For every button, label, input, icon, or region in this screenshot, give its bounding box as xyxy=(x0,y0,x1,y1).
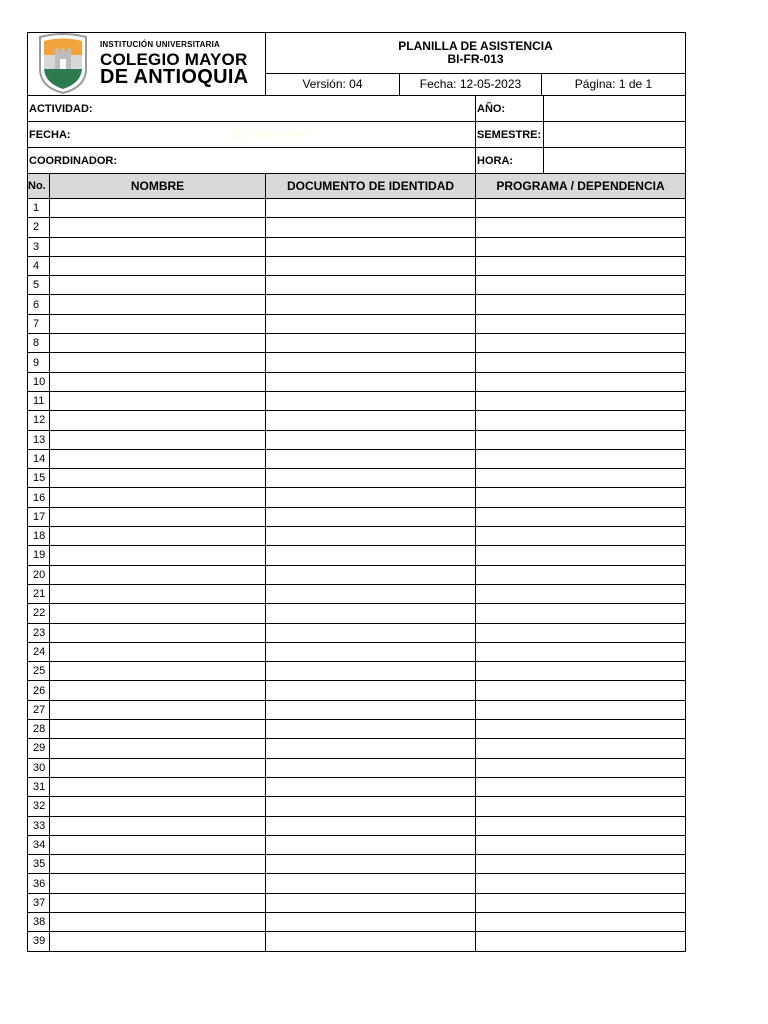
fecha-field[interactable] xyxy=(28,122,476,148)
programa-cell[interactable] xyxy=(476,449,686,468)
institution-logo xyxy=(28,33,265,95)
programa-cell[interactable] xyxy=(476,546,686,565)
row-number: 28 xyxy=(28,720,50,739)
nombre-cell[interactable] xyxy=(50,739,266,758)
programa-cell[interactable] xyxy=(476,334,686,353)
table-row xyxy=(28,218,686,237)
programa-cell[interactable] xyxy=(476,758,686,777)
nombre-cell[interactable] xyxy=(50,353,266,372)
documento-cell[interactable] xyxy=(266,411,476,430)
programa-cell[interactable] xyxy=(476,314,686,333)
programa-cell[interactable] xyxy=(476,488,686,507)
nombre-cell[interactable] xyxy=(50,449,266,468)
documento-cell[interactable] xyxy=(266,527,476,546)
row-number: 16 xyxy=(28,488,50,507)
documento-cell[interactable] xyxy=(266,681,476,700)
table-row xyxy=(28,797,686,816)
form-header xyxy=(27,32,686,96)
col-header-documento: DOCUMENTO DE IDENTIDAD xyxy=(266,174,476,199)
table-row xyxy=(28,893,686,912)
anio-field[interactable] xyxy=(544,96,686,122)
fecha-label: FECHA: xyxy=(29,128,71,141)
table-row xyxy=(28,256,686,275)
nombre-cell[interactable] xyxy=(50,912,266,931)
row-number: 1 xyxy=(28,199,50,218)
hora-field[interactable] xyxy=(544,148,686,174)
nombre-cell[interactable] xyxy=(50,932,266,951)
programa-cell[interactable] xyxy=(476,411,686,430)
row-number: 31 xyxy=(28,777,50,796)
row-number: 11 xyxy=(28,391,50,410)
programa-cell[interactable] xyxy=(476,604,686,623)
row-number: 36 xyxy=(28,874,50,893)
programa-cell[interactable] xyxy=(476,739,686,758)
row-number: 17 xyxy=(28,507,50,526)
programa-cell[interactable] xyxy=(476,295,686,314)
row-number: 8 xyxy=(28,334,50,353)
row-number: 18 xyxy=(28,527,50,546)
table-row xyxy=(28,874,686,893)
documento-cell[interactable] xyxy=(266,256,476,275)
coordinador-label[interactable]: COORDINADOR: xyxy=(28,148,476,174)
nombre-cell[interactable] xyxy=(50,237,266,256)
table-row xyxy=(28,295,686,314)
attendance-sheet xyxy=(27,32,685,952)
activity-info xyxy=(27,95,686,174)
table-row xyxy=(28,527,686,546)
row-number: 35 xyxy=(28,855,50,874)
programa-cell[interactable] xyxy=(476,391,686,410)
nombre-cell[interactable] xyxy=(50,488,266,507)
table-row xyxy=(28,912,686,931)
table-row xyxy=(28,681,686,700)
programa-cell[interactable] xyxy=(476,855,686,874)
programa-cell[interactable] xyxy=(476,584,686,603)
institution-line3: DE ANTIOQUIA xyxy=(100,66,249,88)
nombre-cell[interactable] xyxy=(50,777,266,796)
row-number: 3 xyxy=(28,237,50,256)
table-row xyxy=(28,739,686,758)
row-number: 6 xyxy=(28,295,50,314)
documento-cell[interactable] xyxy=(266,314,476,333)
programa-cell[interactable] xyxy=(476,199,686,218)
documento-cell[interactable] xyxy=(266,334,476,353)
form-title: PLANILLA DE ASISTENCIA xyxy=(398,38,553,53)
documento-cell[interactable] xyxy=(266,662,476,681)
table-row xyxy=(28,546,686,565)
nombre-cell[interactable] xyxy=(50,546,266,565)
documento-cell[interactable] xyxy=(266,584,476,603)
documento-cell[interactable] xyxy=(266,912,476,931)
col-header-nombre: NOMBRE xyxy=(50,174,266,199)
nombre-cell[interactable] xyxy=(50,855,266,874)
row-number: 7 xyxy=(28,314,50,333)
table-row xyxy=(28,662,686,681)
nombre-cell[interactable] xyxy=(50,816,266,835)
programa-cell[interactable] xyxy=(476,237,686,256)
documento-cell[interactable] xyxy=(266,449,476,468)
row-number: 15 xyxy=(28,469,50,488)
table-row xyxy=(28,276,686,295)
row-number: 5 xyxy=(28,276,50,295)
documento-cell[interactable] xyxy=(266,469,476,488)
col-header-no: No. xyxy=(28,174,50,199)
table-row xyxy=(28,507,686,526)
table-row xyxy=(28,237,686,256)
row-number: 26 xyxy=(28,681,50,700)
nombre-cell[interactable] xyxy=(50,758,266,777)
programa-cell[interactable] xyxy=(476,430,686,449)
nombre-cell[interactable] xyxy=(50,835,266,854)
row-number: 13 xyxy=(28,430,50,449)
documento-cell[interactable] xyxy=(266,893,476,912)
documento-cell[interactable] xyxy=(266,237,476,256)
col-header-programa: PROGRAMA / DEPENDENCIA xyxy=(476,174,686,199)
nombre-cell[interactable] xyxy=(50,507,266,526)
documento-cell[interactable] xyxy=(266,758,476,777)
nombre-cell[interactable] xyxy=(50,372,266,391)
documento-cell[interactable] xyxy=(266,855,476,874)
documento-cell[interactable] xyxy=(266,739,476,758)
nombre-cell[interactable] xyxy=(50,642,266,661)
row-number: 9 xyxy=(28,353,50,372)
actividad-label[interactable]: ACTIVIDAD: xyxy=(28,96,476,122)
nombre-cell[interactable] xyxy=(50,276,266,295)
nombre-cell[interactable] xyxy=(50,797,266,816)
row-number: 19 xyxy=(28,546,50,565)
documento-cell[interactable] xyxy=(266,218,476,237)
table-row xyxy=(28,199,686,218)
programa-cell[interactable] xyxy=(476,527,686,546)
nombre-cell[interactable] xyxy=(50,469,266,488)
nombre-cell[interactable] xyxy=(50,334,266,353)
programa-cell[interactable] xyxy=(476,469,686,488)
institution-line1: INSTITUCIÓN UNIVERSITARIA xyxy=(100,40,220,49)
table-row xyxy=(28,469,686,488)
table-row xyxy=(28,372,686,391)
table-row xyxy=(28,353,686,372)
nombre-cell[interactable] xyxy=(50,700,266,719)
programa-cell[interactable] xyxy=(476,777,686,796)
nombre-cell[interactable] xyxy=(50,527,266,546)
table-row xyxy=(28,855,686,874)
documento-cell[interactable] xyxy=(266,604,476,623)
table-row xyxy=(28,720,686,739)
table-row xyxy=(28,604,686,623)
programa-cell[interactable] xyxy=(476,816,686,835)
nombre-cell[interactable] xyxy=(50,295,266,314)
programa-cell[interactable] xyxy=(476,932,686,951)
row-number: 30 xyxy=(28,758,50,777)
table-row xyxy=(28,700,686,719)
nombre-cell[interactable] xyxy=(50,720,266,739)
nombre-cell[interactable] xyxy=(50,604,266,623)
documento-cell[interactable] xyxy=(266,372,476,391)
documento-cell[interactable] xyxy=(266,816,476,835)
programa-cell[interactable] xyxy=(476,874,686,893)
row-number: 37 xyxy=(28,893,50,912)
programa-cell[interactable] xyxy=(476,797,686,816)
nombre-cell[interactable] xyxy=(50,314,266,333)
anio-label: AÑO: xyxy=(476,96,544,122)
programa-cell[interactable] xyxy=(476,912,686,931)
semestre-label: SEMESTRE: xyxy=(476,122,544,148)
row-number: 32 xyxy=(28,797,50,816)
documento-cell[interactable] xyxy=(266,642,476,661)
row-number: 10 xyxy=(28,372,50,391)
documento-cell[interactable] xyxy=(266,720,476,739)
table-row xyxy=(28,565,686,584)
programa-cell[interactable] xyxy=(476,893,686,912)
form-version: Versión: 04 xyxy=(266,73,400,96)
row-number: 29 xyxy=(28,739,50,758)
nombre-cell[interactable] xyxy=(50,565,266,584)
row-number: 22 xyxy=(28,604,50,623)
programa-cell[interactable] xyxy=(476,700,686,719)
row-number: 38 xyxy=(28,912,50,931)
nombre-cell[interactable] xyxy=(50,199,266,218)
documento-cell[interactable] xyxy=(266,276,476,295)
nombre-cell[interactable] xyxy=(50,681,266,700)
logo-cell xyxy=(28,33,266,96)
row-number: 4 xyxy=(28,256,50,275)
form-date: Fecha: 12-05-2023 xyxy=(400,73,542,96)
documento-cell[interactable] xyxy=(266,777,476,796)
table-row xyxy=(28,835,686,854)
nombre-cell[interactable] xyxy=(50,662,266,681)
row-number: 25 xyxy=(28,662,50,681)
documento-cell[interactable] xyxy=(266,797,476,816)
table-row xyxy=(28,623,686,642)
programa-cell[interactable] xyxy=(476,835,686,854)
documento-cell[interactable] xyxy=(266,199,476,218)
programa-cell[interactable] xyxy=(476,720,686,739)
programa-cell[interactable] xyxy=(476,681,686,700)
table-row xyxy=(28,488,686,507)
row-number: 20 xyxy=(28,565,50,584)
attendance-rows xyxy=(28,199,686,952)
table-row xyxy=(28,932,686,951)
shield-logo-icon xyxy=(36,33,90,95)
fecha-value: DD / MM / AAAA xyxy=(230,128,312,141)
row-number: 33 xyxy=(28,816,50,835)
nombre-cell[interactable] xyxy=(50,584,266,603)
documento-cell[interactable] xyxy=(266,700,476,719)
table-row xyxy=(28,584,686,603)
documento-cell[interactable] xyxy=(266,546,476,565)
table-row xyxy=(28,758,686,777)
form-code: BI-FR-013 xyxy=(447,51,504,66)
documento-cell[interactable] xyxy=(266,488,476,507)
programa-cell[interactable] xyxy=(476,276,686,295)
row-number: 24 xyxy=(28,642,50,661)
attendance-table xyxy=(27,173,686,952)
documento-cell[interactable] xyxy=(266,623,476,642)
programa-cell[interactable] xyxy=(476,642,686,661)
documento-cell[interactable] xyxy=(266,391,476,410)
table-row xyxy=(28,334,686,353)
row-number: 39 xyxy=(28,932,50,951)
nombre-cell[interactable] xyxy=(50,411,266,430)
programa-cell[interactable] xyxy=(476,565,686,584)
programa-cell[interactable] xyxy=(476,662,686,681)
documento-cell[interactable] xyxy=(266,565,476,584)
table-row xyxy=(28,314,686,333)
nombre-cell[interactable] xyxy=(50,218,266,237)
programa-cell[interactable] xyxy=(476,218,686,237)
documento-cell[interactable] xyxy=(266,353,476,372)
row-number: 34 xyxy=(28,835,50,854)
table-row xyxy=(28,642,686,661)
table-row xyxy=(28,816,686,835)
documento-cell[interactable] xyxy=(266,507,476,526)
documento-cell[interactable] xyxy=(266,932,476,951)
table-header-row xyxy=(28,174,686,199)
semestre-field[interactable] xyxy=(544,122,686,148)
programa-cell[interactable] xyxy=(476,256,686,275)
table-row xyxy=(28,449,686,468)
nombre-cell[interactable] xyxy=(50,430,266,449)
row-number: 2 xyxy=(28,218,50,237)
row-number: 14 xyxy=(28,449,50,468)
nombre-cell[interactable] xyxy=(50,391,266,410)
programa-cell[interactable] xyxy=(476,353,686,372)
row-number: 23 xyxy=(28,623,50,642)
row-number: 21 xyxy=(28,584,50,603)
documento-cell[interactable] xyxy=(266,430,476,449)
nombre-cell[interactable] xyxy=(50,623,266,642)
documento-cell[interactable] xyxy=(266,874,476,893)
documento-cell[interactable] xyxy=(266,835,476,854)
table-row xyxy=(28,777,686,796)
programa-cell[interactable] xyxy=(476,372,686,391)
table-row xyxy=(28,430,686,449)
row-number: 27 xyxy=(28,700,50,719)
nombre-cell[interactable] xyxy=(50,874,266,893)
form-page: Página: 1 de 1 xyxy=(542,73,686,96)
programa-cell[interactable] xyxy=(476,507,686,526)
nombre-cell[interactable] xyxy=(50,893,266,912)
hora-label: HORA: xyxy=(476,148,544,174)
row-number: 12 xyxy=(28,411,50,430)
table-row xyxy=(28,391,686,410)
institution-line2: COLEGIO MAYOR xyxy=(100,50,248,69)
form-title-cell xyxy=(266,33,686,74)
programa-cell[interactable] xyxy=(476,623,686,642)
documento-cell[interactable] xyxy=(266,295,476,314)
nombre-cell[interactable] xyxy=(50,256,266,275)
table-row xyxy=(28,411,686,430)
